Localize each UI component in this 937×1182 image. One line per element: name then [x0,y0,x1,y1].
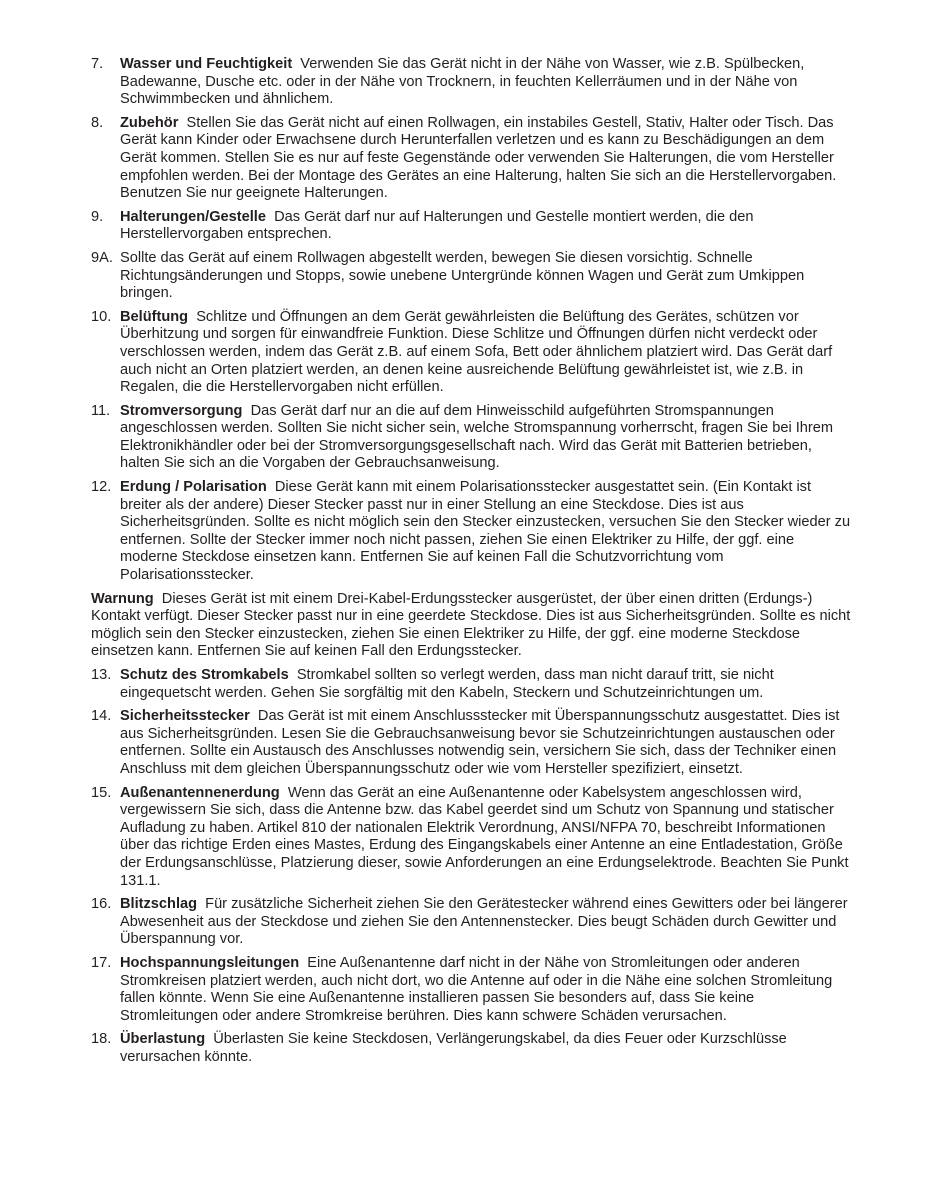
safety-instructions-page [91,56,851,1072]
item-number: 10. [91,308,112,325]
item-number: 9. [91,208,104,225]
item-text: Das Gerät darf nur an die auf dem Hinweisschild aufgeführten Stromspannungen angeschlossen werden. Sollten Sie nicht sicher sein, welche Stromspannung vorherrscht, fragen Sie bei Ihrem Elektronikhändler oder bei der Stromversorgungsgesellschaft nach. Wird das Gerät mit Batterien betrieben, halten Sie sich an die Vorgaben der Gebrauchsanweisung. [120,402,834,472]
item-number: 14. [91,708,112,725]
item-heading: Erdung / Polarisation [120,479,267,496]
item-heading: Zubehör [120,114,179,131]
item-number: 8. [91,114,104,131]
instruction-item-9 [91,209,851,244]
instruction-item-10 [91,309,851,397]
item-heading: Schutz des Stromkabels [120,667,289,683]
instruction-item-17 [91,955,851,1025]
instruction-item-12 [91,479,851,585]
instruction-item-16 [91,896,851,949]
item-number: 18. [91,1031,112,1048]
instruction-item-18 [91,1031,851,1066]
item-text: Für zusätzliche Sicherheit ziehen Sie den Gerätestecker während eines Gewitters oder bei längerer Abwesenheit aus der Steckdose und ziehen Sie den Antennenstecker. Dies beugt Schäden durch Gewitter und Überspannung vor. [120,896,848,948]
item-heading: Stromversorgung [120,402,243,419]
item-text: Schlitze und Öffnungen an dem Gerät gewährleisten die Belüftung des Gerätes, schützen vor Überhitzung und sorgen für einwandfreie Funktion. Diese Schlitze und Öffnungen dürfen nicht verdeckt oder verschlossen werden, indem das Gerät z.B. auf einem Sofa, Bett oder ähnlichem platziert wird. Das Gerät darf auch nicht an Orten platziert werden, an denen keine ausreichende Belüftung gewährleistet ist, wie z.B. in Regalen, die die Herstellervorgaben nicht erfüllen. [120,308,833,396]
item-heading: Halterungen/Gestelle [120,208,266,225]
item-text: Eine Außenantenne darf nicht in der Nähe von Stromleitungen oder anderen Stromkreisen platziert werden, auch nicht dort, wo die Antenne auf oder in die Nähe eine solchen Stromleitung fallen könnte. Wenn Sie eine Außenantenne installieren passen Sie besonders auf, dass Sie keine Stromleitungen oder andere Stromkreise berühren. Dies kann schwere Schäden verursachen. [120,954,833,1024]
instruction-item-9a [91,250,851,303]
instruction-item-14 [91,708,851,778]
item-number: 16. [91,896,112,913]
item-heading: Wasser und Feuchtigkeit [120,56,293,72]
item-text: Stromkabel sollten so verlegt werden, dass man nicht darauf tritt, sie nicht eingequetscht werden. Gehen Sie sorgfältig mit den Kabeln, Steckern und Schutzeinrichtungen um. [120,667,774,701]
item-number: 13. [91,667,112,683]
warning-heading: Warnung [91,590,154,607]
warning-paragraph [91,591,851,661]
item-heading: Überlastung [120,1031,206,1048]
item-number: 12. [91,479,112,496]
item-text: Das Gerät ist mit einem Anschlussstecker mit Überspannungsschutz ausgestattet. Dies ist aus Sicherheitsgründen. Lesen Sie die Gebrauchsanweisung bevor sie Schutzeinrichtungen austauschen oder entfernen. Sollte ein Austausch des Anschlusses notwendig sein, versichern Sie sich, dass der Techniker einen Anschluss mit dem gleichen Überspannungsschutz oder wie vom Hersteller spezifiziert, einsetzt. [120,708,840,777]
item-number: 15. [91,784,112,801]
item-text: Wenn das Gerät an eine Außenantenne oder Kabelsystem angeschlossen wird, vergewissern Sie sich, dass die Antenne bzw. das Kabel geerdet sind um Schutz von Spannung und statischer Aufladung zu haben. Artikel 810 der nationalen Elektrik Verordnung, ANSI/NFPA 70, beschreibt Informationen über das richtige Erden eines Mastes, Erdung des Eingangskabels einer Antenne an eine Entladestation, Größe der Erdungsanschlüsse, Platzierung dieser, sowie Anforderungen an eine Erdungselektrode. Beachten Sie Punkt 131.1. [120,784,849,889]
item-text: Stellen Sie das Gerät nicht auf einen Rollwagen, ein instabiles Gestell, Stativ, Halter oder Tisch. Das Gerät kann Kinder oder Erwachsene durch Herunterfallen verletzen und es kann zu Beschädigungen an dem Gerät kommen. Stellen Sie es nur auf feste Gegenstände oder verwenden Sie Halterungen, die vom Hersteller empfohlen werden. Bei der Montage des Gerätes an eine Halterung, halten Sie sich an die Herstellervorgaben. Benutzen Sie nur geeignete Halterungen. [120,114,837,202]
item-heading: Hochspannungsleitungen [120,954,300,971]
item-number: 7. [91,56,104,72]
item-heading: Belüftung [120,308,189,325]
item-heading: Sicherheitsstecker [120,708,250,725]
item-number: 11. [91,402,111,419]
instruction-item-8 [91,115,851,203]
item-text: Sollte das Gerät auf einem Rollwagen abgestellt werden, bewegen Sie diesen vorsichtig. Schnelle Richtungsänderungen und Stopps, sowie unebene Untergründe können Wagen und Gerät zum Umkippen bringen. [120,249,805,302]
item-heading: Blitzschlag [120,896,198,913]
item-text: Das Gerät darf nur auf Halterungen und Gestelle montiert werden, die den Herstellervorgaben entsprechen. [120,208,754,243]
item-text: Diese Gerät kann mit einem Polarisationsstecker ausgestattet sein. (Ein Kontakt ist breiter als der andere) Dieser Stecker passt nur in einer Stellung an eine Steckdose. Dies ist aus Sicherheitsgründen. Sollte es nicht möglich sein den Stecker einzustecken, versuchen Sie den Stecker wieder zu entfernen. Sollte der Stecker immer noch nicht passen, ziehen Sie einen Elektriker zu Hilfe, der ggf. eine moderne Steckdose einsetzen kann. Entfernen Sie auf keinen Fall die Schutzvorrichtung vom Polarisationsstecker. [120,479,851,584]
item-heading: Außenantennenerdung [120,784,280,801]
warning-text: Dieses Gerät ist mit einem Drei-Kabel-Erdungsstecker ausgerüstet, der über einen dritten (Erdungs-) Kontakt verfügt. Dieser Stecker passt nur in eine geerdete Steckdose. Dies ist aus Sicherheitsgründen. Sollte es nicht möglich sein den Stecker einzustecken, ziehen Sie einen Elektriker zu Hilfe, der ggf. eine moderne Steckdose einsetzen kann. Entfernen Sie auf keinen Fall den Erdungsstecker. [91,590,851,660]
item-number: 9A. [91,249,113,266]
instruction-item-11 [91,403,851,473]
instruction-item-7 [91,56,851,109]
item-text: Überlasten Sie keine Steckdosen, Verlängerungskabel, da dies Feuer oder Kurzschlüsse verursachen könnte. [120,1031,787,1065]
item-text: Verwenden Sie das Gerät nicht in der Nähe von Wasser, wie z.B. Spülbecken, Badewanne, Dusche etc. oder in der Nähe von Trocknern, in feuchten Kellerräumen und in der Nähe von Schwimmbecken und ähnlichem. [120,56,805,108]
instruction-item-13 [91,667,851,702]
instruction-item-15 [91,785,851,891]
item-number: 17. [91,954,112,971]
